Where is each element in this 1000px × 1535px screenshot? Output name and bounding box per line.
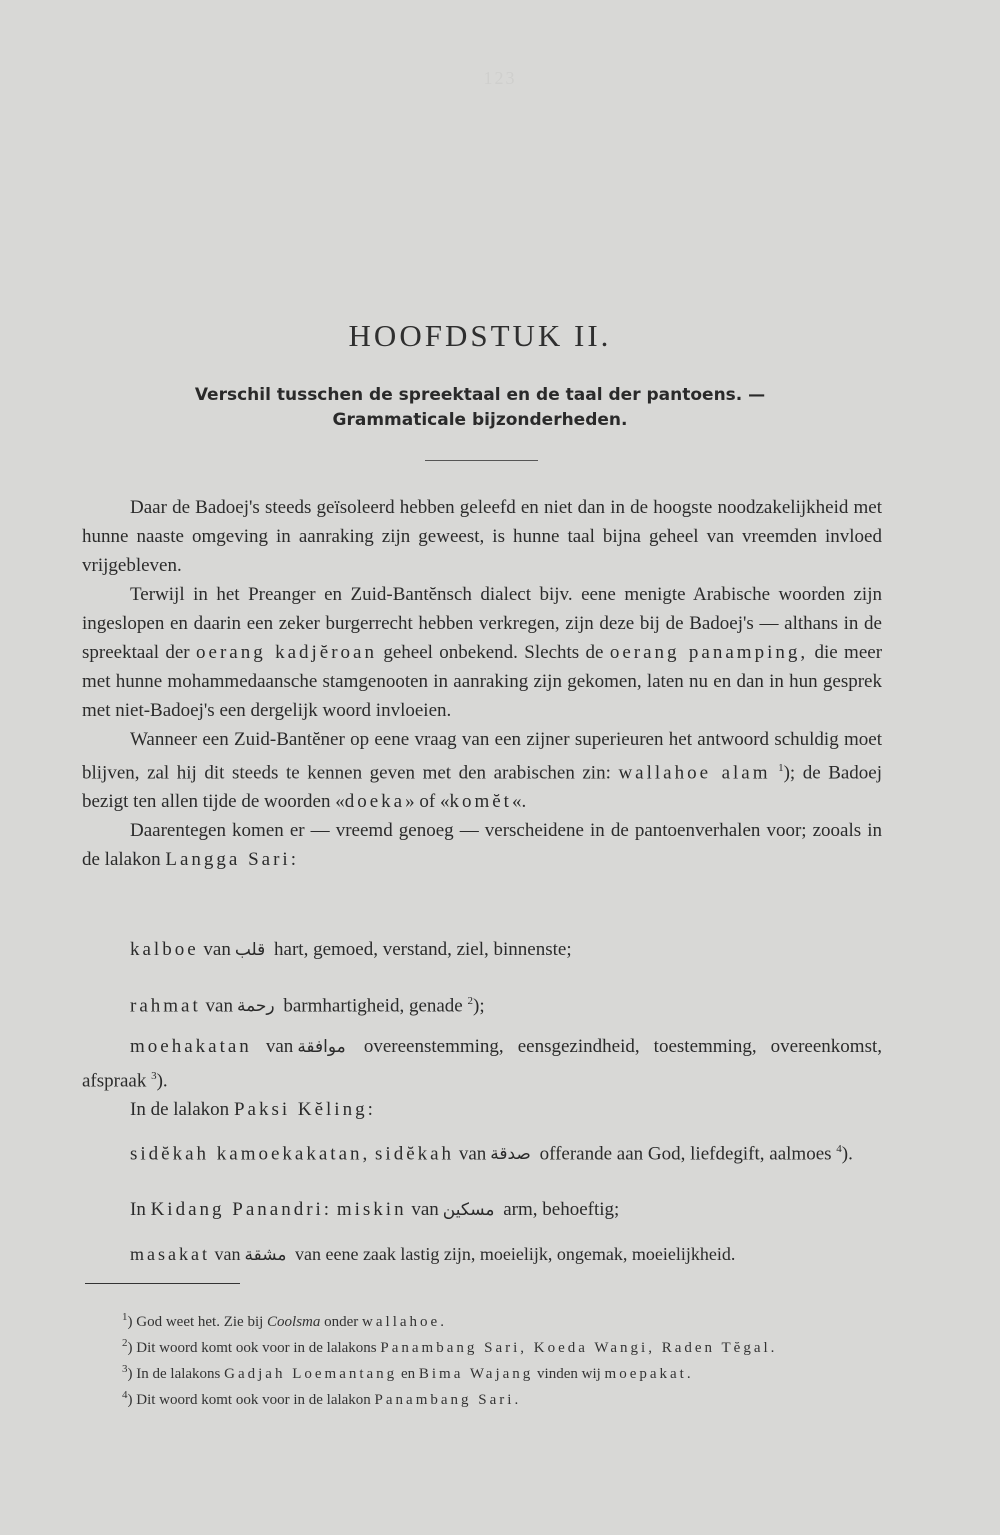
entry-rahmat xyxy=(82,987,882,1021)
footnote-text-d: vinden wij xyxy=(537,1366,601,1382)
paragraph-3 xyxy=(82,725,882,816)
paragraph-4-text: Daarentegen komen er — vreemd genoeg — verscheidene in de pantoenverhalen voor; zooals in de lalakon xyxy=(82,820,882,871)
entry-meaning: van eene zaak lastig zijn, moeielijk, ongemak, moeielijkheid. xyxy=(294,1244,736,1264)
entry-word: masakat xyxy=(130,1244,210,1264)
paragraph-5 xyxy=(82,1095,882,1124)
paragraph-2 xyxy=(82,580,882,725)
arabic-script: مسكين xyxy=(442,1200,495,1220)
body-paragraphs xyxy=(82,493,882,874)
footnote-spaced-3: moepakat. xyxy=(604,1366,694,1382)
footnote-1 xyxy=(82,1307,882,1333)
paragraph-3-text-c: » of « xyxy=(405,791,450,813)
entry-punct: ); xyxy=(473,995,485,1017)
footnote-3 xyxy=(82,1359,882,1385)
footnote-italic: Coolsma xyxy=(267,1314,321,1330)
entry-van: van xyxy=(205,995,233,1017)
footnote-number: 4 xyxy=(122,1389,128,1401)
footnote-spaced-2: Bima Wajang xyxy=(418,1366,534,1382)
entry-word: sidĕkah kamoekakatan, xyxy=(130,1143,371,1165)
entry-sidekah xyxy=(82,1135,882,1169)
entry-word: moehakatan xyxy=(130,1036,252,1057)
entry-van: van xyxy=(411,1199,439,1220)
spaced-term-langga-sari: Langga Sari: xyxy=(165,849,299,871)
paragraph-2-text-a: Terwijl in het Preanger en Zuid-Bantĕnsch dialect bijv. eene menigte Arabische woorden zijn ingeslopen en daarin een zeker burgerrecht hebben verkregen, zijn deze bij de Badoej's — althans in de spreektaal der xyxy=(82,584,882,663)
arabic-script: صدقة xyxy=(490,1144,531,1165)
footnote-2 xyxy=(82,1333,882,1359)
spaced-term-oerang-panamping: oerang panamping, xyxy=(609,642,809,663)
entry-word: kalboe xyxy=(130,939,199,960)
spaced-term-kidang-panandri: Kidang Panandri: xyxy=(150,1199,333,1220)
paragraph-3-text-d: «. xyxy=(511,791,527,813)
chapter-subtitle-line2: Grammaticale bijzonderheden. xyxy=(332,410,628,430)
entry-masakat xyxy=(82,1240,882,1270)
entry-punct: ). xyxy=(841,1143,853,1165)
footnote-number: 1 xyxy=(122,1311,128,1323)
footnote-ref-1[interactable]: 1 xyxy=(778,762,784,774)
footnote-text-c: en xyxy=(400,1366,416,1382)
title-divider xyxy=(425,460,538,461)
footnote-text-b: onder xyxy=(324,1314,359,1330)
footnote-text: ) Dit woord komt ook voor in de lalakons xyxy=(127,1340,377,1356)
footnote-spaced: Panambang Sari, Koeda Wangi, Raden Tĕgal. xyxy=(380,1340,778,1356)
spaced-term-paksi-keling: Paksi Kĕling: xyxy=(233,1099,376,1120)
footnote-text: ) Dit woord komt ook voor in de lalakon xyxy=(127,1392,371,1408)
entry-meaning: overeenstemming, eensgezindheid, toestemming, overeenkomst, afspraak xyxy=(82,1036,882,1092)
entry-moehakatan xyxy=(82,1032,882,1095)
paragraph-2-text-b: geheel onbekend. Slechts de xyxy=(383,642,604,663)
entry-meaning: arm, behoeftig; xyxy=(503,1199,620,1220)
entry-miskin xyxy=(82,1195,882,1225)
chapter-title: HOOFDSTUK II. xyxy=(348,318,612,353)
entry-van: van xyxy=(458,1143,487,1165)
footnote-spaced: wallahoe. xyxy=(362,1314,447,1330)
entry-van: van xyxy=(203,939,231,960)
paragraph-5-text: In de lalakon xyxy=(130,1099,230,1120)
paragraph-3-text-b: ); de Badoej bezigt ten allen tijde de woorden « xyxy=(82,762,883,813)
paragraph-3-text-a: Wanneer een Zuid-Bantĕner op eene vraag van een zijner superieuren het antwoord schuldig moet blijven, zal hij dit steeds te kennen geven met den arabischen zin: xyxy=(82,729,882,784)
arabic-script: قلب xyxy=(234,940,266,960)
spaced-term-komet: komĕt xyxy=(449,791,512,813)
page-number: 123 xyxy=(483,68,517,88)
entry-word-2: sidĕkah xyxy=(375,1143,455,1165)
entry-word: miskin xyxy=(336,1199,407,1220)
footnote-4 xyxy=(82,1385,882,1411)
chapter-subtitle-line1: Verschil tusschen de spreektaal en de taal der pantoens. — xyxy=(194,385,766,405)
footnote-text: ) God weet het. Zie bij xyxy=(127,1314,264,1330)
spaced-term-wallahoe-alam: wallahoe alam xyxy=(618,762,771,784)
footnote-spaced: Gadjah Loemantang xyxy=(224,1366,398,1382)
footnotes xyxy=(82,1307,882,1411)
footnote-divider xyxy=(85,1283,240,1284)
footnote-spaced: Panambang Sari. xyxy=(374,1392,522,1408)
footnote-number: 3 xyxy=(122,1363,128,1375)
paragraph-6-text: In xyxy=(130,1199,146,1220)
entry-word: rahmat xyxy=(130,995,201,1017)
paragraph-4 xyxy=(82,816,882,874)
entry-kalboe xyxy=(82,935,882,965)
entry-van: van xyxy=(265,1036,294,1057)
arabic-script: موافقة xyxy=(297,1037,346,1057)
paragraph-1 xyxy=(82,493,882,580)
spaced-term-doeka: doeka xyxy=(344,791,406,813)
footnote-number: 2 xyxy=(122,1337,128,1349)
entry-meaning: barmhartigheid, genade xyxy=(283,995,463,1017)
entry-meaning: hart, gemoed, verstand, ziel, binnenste; xyxy=(274,939,572,960)
spaced-term-oerang-kadjeroan: oerang kadjĕroan xyxy=(196,642,377,663)
footnote-ref-3[interactable]: 3 xyxy=(151,1070,157,1082)
entry-punct: ). xyxy=(156,1070,168,1092)
footnote-ref-2[interactable]: 2 xyxy=(467,995,473,1007)
footnote-ref-4[interactable]: 4 xyxy=(836,1143,842,1155)
arabic-script: مشقة xyxy=(244,1245,287,1265)
paragraph-1-text: Daar de Badoej's steeds geïsoleerd hebben geleefd en niet dan in de hoogste noodzakelijkheid met hunne naaste omgeving in aanraking zijn geweest, is hunne taal bijna geheel van vreemden invloed vrijgebleven. xyxy=(82,497,882,576)
entry-meaning: offerande aan God, liefdegift, aalmoes xyxy=(539,1143,832,1165)
footnote-text: ) In de lalakons xyxy=(127,1366,221,1382)
paragraph-2-text-c: die meer met hunne mohammedaansche stamgenooten in aanraking zijn gekomen, laten nu en dan in hun gesprek met niet-Badoej's een dergelijk woord invloeien. xyxy=(82,642,883,721)
entry-van: van xyxy=(214,1244,241,1264)
arabic-script: رحمة xyxy=(236,996,275,1017)
